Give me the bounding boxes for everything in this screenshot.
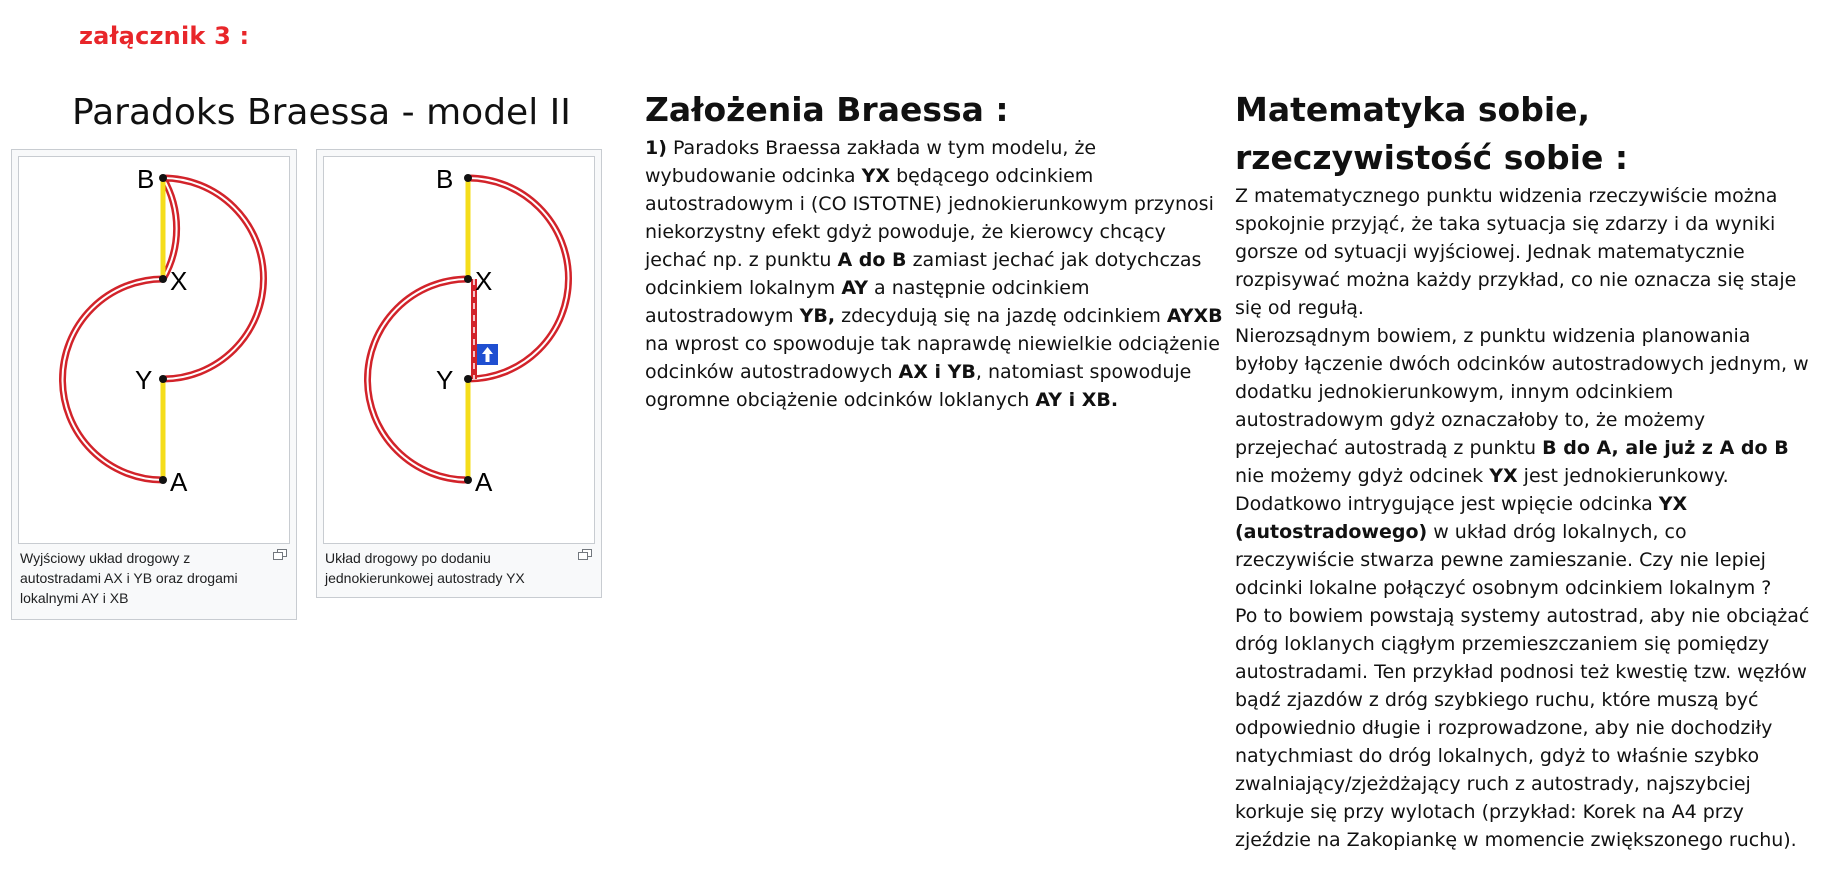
emphasized-text: AX i YB: [898, 361, 976, 383]
body-text: w układ dróg lokalnych, co rzeczywiście stwarza pewne zamieszanie. Czy nie lepiej odcinki lokalne połączyć osobnym odcinkiem lokalnym ?: [1235, 521, 1772, 599]
body-text: zamiast jechać jak dotychczas odcinkiem lokalnym: [645, 249, 1202, 299]
body-text: Dodatkowo intrygujące jest wpięcie odcinka: [1235, 493, 1659, 515]
node-label-x: X: [475, 266, 493, 296]
node-x: [464, 275, 472, 283]
node-y: [464, 375, 472, 383]
node-label-b: B: [436, 164, 454, 194]
assumptions-paragraph: [645, 134, 1230, 414]
enlarge-icon[interactable]: [273, 549, 287, 560]
emphasized-text: B do A, ale już z A do B: [1542, 437, 1789, 459]
body-text: jest jednokierunkowy.: [1517, 465, 1729, 487]
enlarge-icon[interactable]: [578, 549, 592, 560]
math-heading-line1: Matematyka sobie,: [1235, 90, 1591, 129]
emphasized-text: YX: [1489, 465, 1518, 487]
node-b: [159, 174, 167, 182]
figure-initial-caption: Wyjściowy układ drogowy z autostradami AX i YB oraz drogami lokalnymi AY i XB: [20, 550, 238, 606]
road-network-diagram: [19, 157, 289, 543]
body-text: zdecydują się na jazdę odcinkiem: [835, 305, 1167, 327]
attachment-label: załącznik 3 :: [79, 22, 250, 50]
paragraph: [1235, 602, 1810, 854]
figure-after-caption: Układ drogowy po dodaniu jednokierunkowej autostrady YX: [325, 550, 525, 586]
node-label-x: X: [170, 266, 188, 296]
left-title: Paradoks Braessa - model II: [72, 92, 571, 133]
node-label-a: A: [170, 467, 188, 497]
emphasized-text: AY i XB.: [1035, 389, 1119, 411]
node-label-y: Y: [135, 365, 153, 395]
emphasized-text: AYXB: [1166, 305, 1223, 327]
emphasized-text: YB,: [799, 305, 836, 327]
body-text: a następnie odcinkiem autostradowym: [645, 277, 1090, 327]
assumptions-heading: Założenia Braessa :: [645, 90, 1009, 129]
paragraph: [1235, 182, 1810, 322]
emphasized-text: YX: [861, 165, 891, 187]
paragraph: [1235, 490, 1810, 602]
math-heading-line2: rzeczywistość sobie :: [1235, 138, 1629, 177]
figure-after-image[interactable]: [323, 156, 595, 544]
body-text: na wprost co spowoduje tak naprawdę niewielkie odciążenie odcinków autostradowych: [645, 333, 1220, 383]
node-x: [159, 275, 167, 283]
emphasized-text: AY: [841, 277, 868, 299]
one-way-sign-icon: [477, 344, 498, 365]
emphasized-text: YX (autostradowego): [1235, 493, 1688, 543]
node-label-y: Y: [436, 365, 454, 395]
node-b: [464, 174, 472, 182]
math-body: [1235, 182, 1810, 854]
node-a: [464, 476, 472, 484]
body-text: będącego odcinkiem autostradowym i (CO ISTOTNE) jednokierunkowym przynosi niekorzystny efekt gdyż powoduje, że kierowcy chcący jechać np. z punktu: [645, 165, 1214, 271]
emphasized-text: 1): [645, 137, 667, 159]
body-text: Z matematycznego punktu widzenia rzeczywiście można spokojnie przyjąć, że taka sytuacja się zdarzy i da wyniki gorsze od sytuacji wyjściowej. Jednak matematycznie rozpisywać można każdy przykład, co nie oznacza się staje się od regułą.: [1235, 185, 1797, 319]
node-label-b: B: [137, 164, 155, 194]
body-text: Po to bowiem powstają systemy autostrad, aby nie obciążać dróg loklanych ciągłym przemieszczaniem się pomiędzy autostradami. Ten przykład podnosi też kwestię tzw. węzłów bądź zjazdów z dróg szybkiego ruchu, które muszą być odpowiednio długie i rozprowadzone, aby nie dochodziły natychmiast do dróg lokalnych, gdyż to właśnie szybko zwalniający/zjeżdżający ruch z autostrady, najszybciej korkuje się przy wylotach (przykład: Korek na A4 przy zjeździe na Zakopiankę w momencie zwiększonego ruchu).: [1235, 605, 1810, 851]
body-text: Paradoks Braessa zakłada w tym modelu, że wybudowanie odcinka: [645, 137, 1097, 187]
paragraph: [645, 134, 1230, 414]
node-y: [159, 375, 167, 383]
figure-initial-road-layout: [11, 149, 297, 620]
body-text: nie możemy gdyż odcinek: [1235, 465, 1490, 487]
body-text: Nierozsądnym bowiem, z punktu widzenia planowania byłoby łączenie dwóch odcinków autostradowych jednym, w dodatku jednokierunkowym, innym odcinkiem autostradowym gdyż oznaczałoby to, że możemy przejechać autostradą z punktu: [1235, 325, 1809, 459]
figure-after-oneway: [316, 149, 602, 598]
figure-initial-image[interactable]: [18, 156, 290, 544]
node-a: [159, 476, 167, 484]
road-network-diagram-oneway: [324, 157, 594, 543]
emphasized-text: A do B: [837, 249, 907, 271]
paragraph: [1235, 322, 1810, 490]
node-label-a: A: [475, 467, 493, 497]
body-text: , natomiast spowoduje ogromne obciążenie odcinków loklanych: [645, 361, 1192, 411]
